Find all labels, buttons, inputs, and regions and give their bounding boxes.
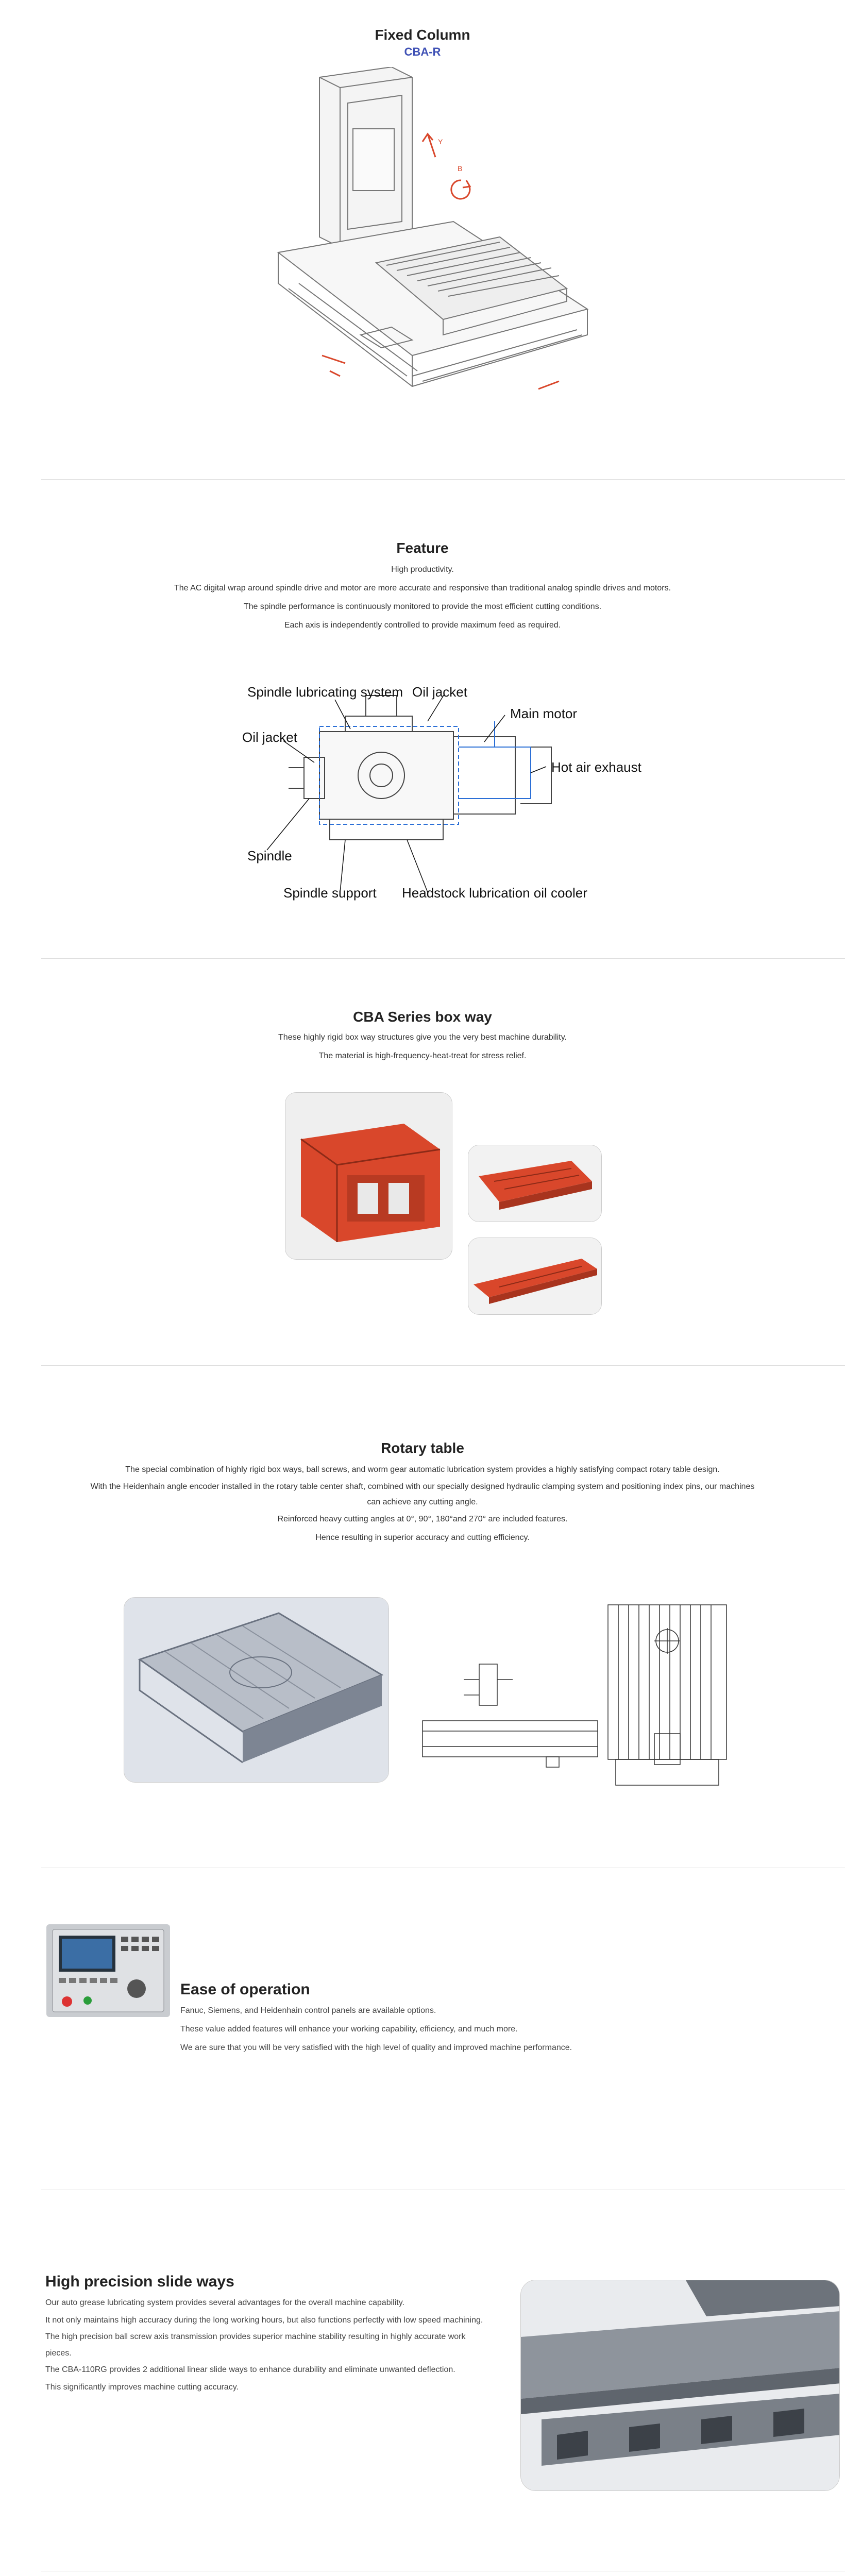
ease-title: Ease of operation [180, 1981, 310, 1998]
rotary-title: Rotary table [381, 1440, 464, 1456]
spindle-head-diagram [242, 685, 654, 917]
fixed-column-subtitle: CBA-R [404, 45, 441, 58]
label-spindle-lubricating-system: Spindle lubricating system [247, 685, 403, 700]
slide-line: The CBA-110RG provides 2 additional linear slide ways to enhance durability and eliminate unwanted deflection. [45, 2365, 455, 2374]
label-hot-air-exhaust: Hot air exhaust [551, 759, 641, 775]
box-way-photo-main [285, 1092, 452, 1260]
label-main-motor: Main motor [510, 706, 578, 721]
feature-line: The spindle performance is continuously monitored to provide the most efficient cutting conditions. [243, 602, 602, 611]
box-way-photo-bottom [468, 1238, 602, 1315]
slide-ways-photo [520, 2280, 840, 2491]
box-way-line: These highly rigid box way structures give you the very best machine durability. [278, 1033, 567, 1042]
label-headstock-oil-cooler: Headstock lubrication oil cooler [402, 885, 587, 901]
rotary-table-photo [124, 1597, 389, 1783]
slide-line: This significantly improves machine cutting accuracy. [45, 2383, 239, 2392]
label-spindle-support: Spindle support [283, 885, 377, 901]
feature-line: Each axis is independently controlled to provide maximum feed as required. [284, 621, 561, 630]
label-oil-jacket-top: Oil jacket [412, 685, 467, 700]
feature-line: High productivity. [391, 565, 454, 574]
rotary-line: With the Heidenhain angle encoder installed in the rotary table center shaft, combined with our specially designed hydraulic clamping system and positioning index pins, our machines can achieve any cutting angle. [90, 1482, 755, 1506]
control-panel-photo [46, 1924, 170, 2017]
ease-line: Fanuc, Siemens, and Heidenhain control panels are available options. [180, 2006, 436, 2015]
box-way-title: CBA Series box way [353, 1009, 492, 1025]
svg-text:Y: Y [438, 138, 443, 146]
rotary-table-drawing [417, 1602, 737, 1788]
slide-title: High precision slide ways [45, 2273, 234, 2290]
box-way-line: The material is high-frequency-heat-treat for stress relief. [318, 1052, 527, 1060]
rotary-line: Reinforced heavy cutting angles at 0°, 90°, 180°and 270° are included features. [277, 1515, 568, 1523]
box-way-photo-top [468, 1145, 602, 1222]
fixed-column-title: Fixed Column [375, 27, 470, 43]
label-spindle: Spindle [247, 848, 292, 863]
feature-line: The AC digital wrap around spindle drive and motor are more accurate and responsive than traditional analog spindle drives and motors. [174, 584, 671, 592]
slide-line: Our auto grease lubricating system provides several advantages for the overall machine capability. [45, 2298, 404, 2307]
fixed-column-machine-drawing [258, 67, 598, 438]
ease-line: These value added features will enhance your working capability, efficiency, and much more. [180, 2025, 518, 2033]
ease-line: We are sure that you will be very satisfied with the high level of quality and improved machine performance. [180, 2043, 572, 2052]
label-oil-jacket-left: Oil jacket [242, 730, 297, 745]
svg-text:B: B [458, 164, 463, 173]
slide-line: The high precision ball screw axis transmission provides superior machine stability resulting in highly accurate work pieces. [45, 2332, 466, 2358]
rotary-line: The special combination of highly rigid box ways, ball screws, and worm gear automatic lubrication system provides a highly satisfying compact rotary table design. [125, 1465, 720, 1474]
rotary-line: Hence resulting in superior accuracy and cutting efficiency. [315, 1533, 530, 1542]
slide-line: It not only maintains high accuracy during the long working hours, but also functions perfectly with low speed machining. [45, 2316, 483, 2325]
feature-title: Feature [396, 540, 449, 556]
